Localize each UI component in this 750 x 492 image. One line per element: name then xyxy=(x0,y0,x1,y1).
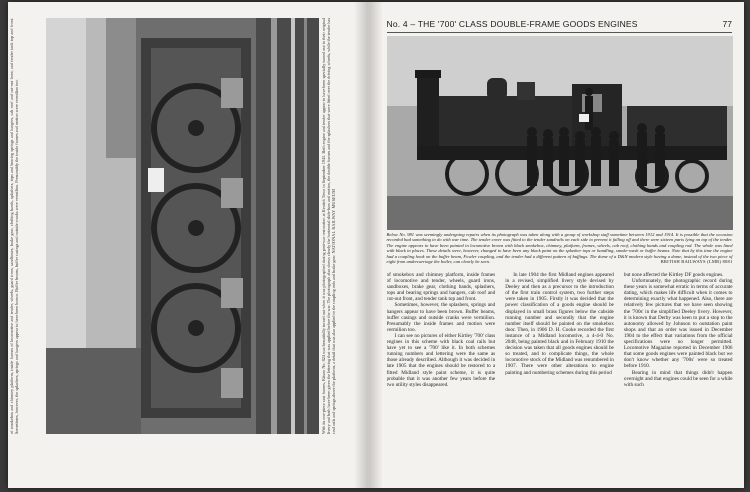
right-page xyxy=(369,2,744,488)
left-gutter-shadow xyxy=(354,2,368,488)
left-page xyxy=(8,2,369,488)
body-text-columns xyxy=(387,272,733,478)
column-2-paragraph-1: In late 1904 the first Midland engines appeared in a revised, simplified livery style devised by Deeley and then as a precursor to the introduction of the first train control system, two further steps were taken in 1905. Firstly it was decided that the power classification of a goods engine should be displayed in small brass figures below the cabside running number and secondly that the engine number itself should be painted on the smokebox door. Then, in 1906 D. H. Cooke recorded the first instance of a Midland locomotive, a 4-4-0 No. 2048, being painted black and in February 1910 the decision was taken that all goods engines should be so treated, and to complicate things, the whole locomotive stock of the Midland was renumbered in 1907. There were other alterations to engine painting and numbering schemes during this period xyxy=(505,272,614,376)
locomotive-frames-photo xyxy=(46,18,319,434)
book-spread xyxy=(8,2,744,488)
column-1-paragraph-2: Sometimes, however, the splashers, springs and hangers appear to have been brown. Buffer beams, buffer casings and outside cranks were vermilion. Presumably the inside frames and motion were vermilion too. xyxy=(386,302,496,333)
chapter-title: No. 4 – THE '700' CLASS DOUBLE-FRAME GOODS ENGINES xyxy=(386,19,638,29)
page-number: 77 xyxy=(722,19,732,29)
column-1-paragraph-3: I can see no pictures of either Kirtley '700' class engines in this scheme with black coal rails but have yet to see a '700' like it. In both schemes running numbers and lettering were the same as those already described. Although it was decided in late 1905 that the engines should be restored to a fitted Midland style paint scheme, it is quite probable that it was another few years before the two utility styles disappeared. xyxy=(386,332,496,388)
text-column-1 xyxy=(387,272,496,478)
left-page-edge-text xyxy=(8,18,46,434)
running-header xyxy=(387,18,732,33)
photo-credit: BRITISH RAILWAYS (LMR) 8081 xyxy=(660,259,733,265)
text-column-3 xyxy=(624,272,733,478)
locomotive-with-crew-photo xyxy=(387,36,733,230)
right-gutter-shadow xyxy=(369,2,383,488)
left-page-edge-paragraph: of smokebox and chimney platform, inside frames of locomotive and tender, wheels, guard irons, sandboxes, brake gear, clothing bands, splashers, tops and bearing springs and hangers, cab roof and cut-out front, and tender tank top and front. Sometimes, however, the splashers, springs and hangers appear to have been brown. Buffer beams, buffer casings and outside cranks were vermilion. Presumably the inside frames and motion were vermilion too. xyxy=(9,18,19,434)
left-caption-text: With its one-piece cast frames, Kitson No. 824 was beautifully turned out when it was photographed during post-war restoration at Kentish Town in September 1945. Both engine and tender appear to have been specially turned out in their original livery and both have been given the lettering that was applied before the war. The photograph also shows clearly the horizontal slide-bars and motion, the double frames and the splashers that were fitted over the driving wheels, while the tender has coal rails and springs above the platform, a detail that was also applied to the coupling rods and brake gear. xyxy=(321,18,336,434)
column-3-paragraph-1: but none affected the Kirtley DF goods engines. xyxy=(623,272,724,278)
photo-caption xyxy=(387,232,733,272)
text-column-2 xyxy=(505,272,614,478)
column-3-paragraph-3: Bearing in mind that things didn't happen overnight and that engines could be seen for a while with such xyxy=(623,369,733,388)
column-1-paragraph-1: of smokebox and chimney platform, inside frames of locomotive and tender, wheels, guard irons, sandboxes, brake gear, clothing bands, splashers, tops and bearing springs and hangers, cab roof and cut-out front, and tender tank top and front. xyxy=(386,272,496,303)
photo-caption-text: Below No. 981 was seemingly undergoing repairs when its photograph was taken along with a group of workshop staff sometime between 1912 and 1914. It is possible that the occasion recorded had something to do with war time. The tender cover was fitted to the tender sandrails on each side to prevent it falling off and there were sixteen parts lying on top of the tender. The engine appears to have been painted in locomotive brown with black smokebox, chimney, platform, frames, wheels, cab roof, clothing bands and coupling rod. The whole was lined with black in places. These details were, however, changed to have been any black paint on the splasher tops or handling, smoke-wash or buffer beams. Note that by this time the engine had a coupling hook on the buffer beam, Fowler coupling, and the tender had a different pattern of buffings. The dome of a D&N modern style having a dome, instead of the two piece of eight from undercarriage the boiler, can clearly be seen. xyxy=(386,232,733,265)
left-caption-credit: NATIONAL RAILWAY MUSEUM xyxy=(330,188,336,254)
column-3-paragraph-2: Unfortunately, the photographic record during these years is somewhat erratic in terms of accurate dating, which makes life difficult when it comes to determining exactly what happened. Also, there are relatively few pictures that we have seen showing the '700s' in the simplified Deeley livery. However, it is known that Derby was keen to put a stop to the autonomy allowed by Johnson to outstation paint shops and that an order was issued in December 1904 to the effect that variations from the official specifications were no longer permitted. Locomotive Magazine reported in December 1906 that some goods engines were painted black but we don't know whether any '700s' were so treated before 1910. xyxy=(623,278,733,370)
